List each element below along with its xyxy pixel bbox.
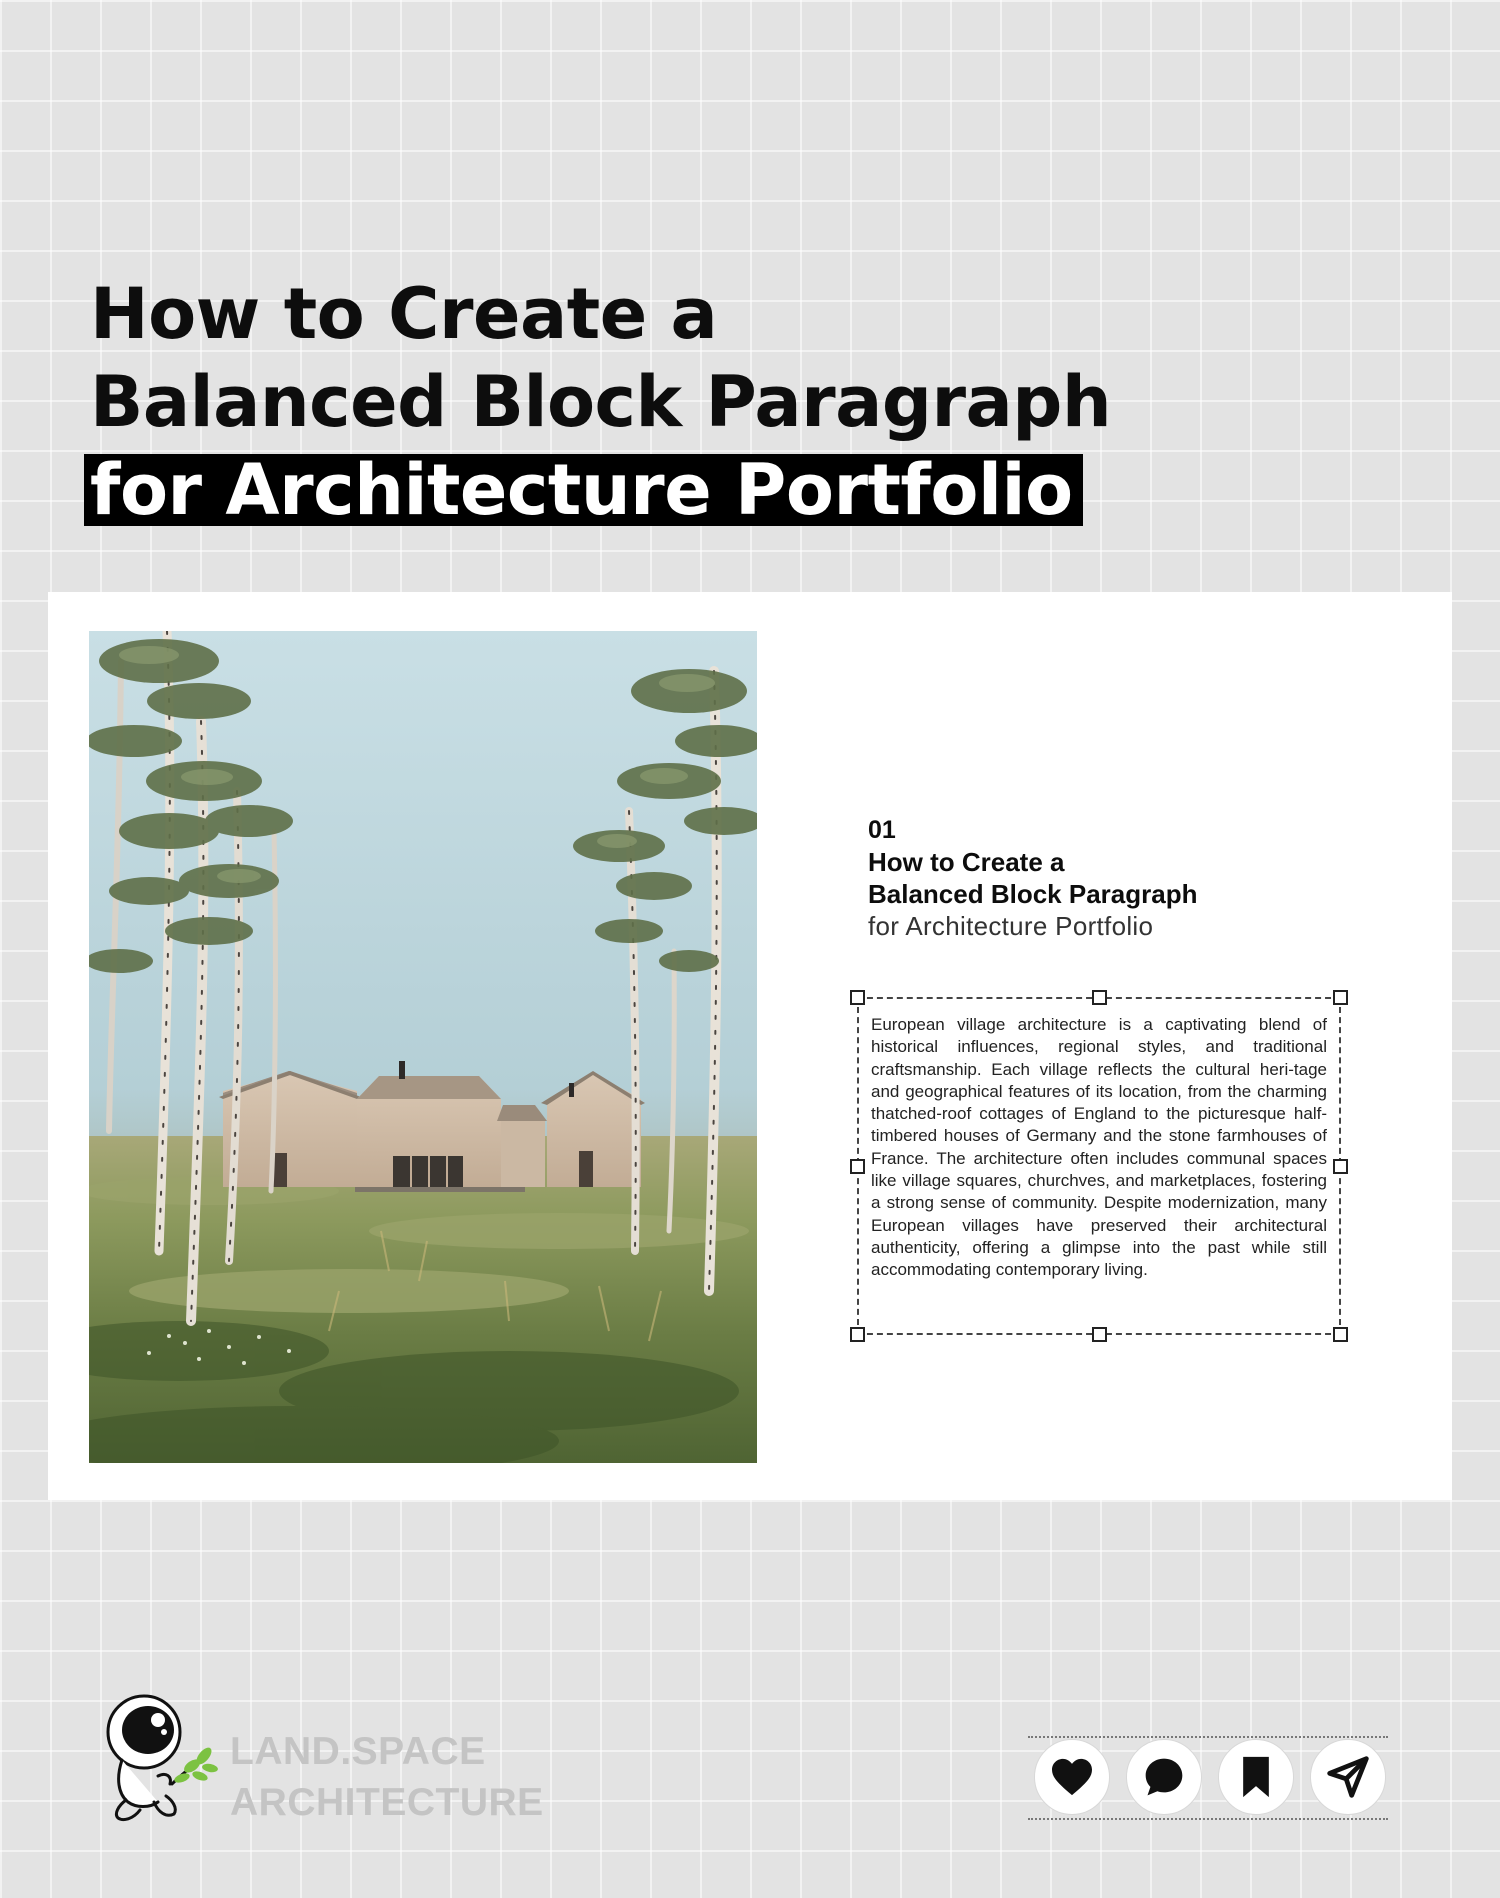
brand-line-2: ARCHITECTURE xyxy=(230,1781,544,1824)
headline-line-3-highlighted: for Architecture Portfolio xyxy=(84,454,1083,526)
heart-icon xyxy=(1050,1757,1094,1797)
like-button[interactable] xyxy=(1034,1739,1110,1815)
text-column xyxy=(868,814,1348,942)
subtitle-line-1: How to Create a xyxy=(868,847,1065,877)
resize-handle-bottom-center[interactable] xyxy=(1092,1327,1107,1342)
subtitle-line-2: Balanced Block Paragraph xyxy=(868,879,1198,909)
social-actions xyxy=(1028,1736,1388,1820)
resize-handle-top-right[interactable] xyxy=(1333,990,1348,1005)
actions-top-rule xyxy=(1028,1736,1388,1738)
resize-handle-middle-left[interactable] xyxy=(850,1159,865,1174)
page-headline xyxy=(90,270,1112,531)
architecture-photo xyxy=(89,631,757,1463)
comment-button[interactable] xyxy=(1126,1739,1202,1815)
subtitle-line-3: for Architecture Portfolio xyxy=(868,911,1154,941)
headline-line-2: Balanced Block Paragraph xyxy=(90,361,1112,443)
headline-line-1: How to Create a xyxy=(90,273,718,355)
text-box-selection[interactable] xyxy=(857,997,1341,1335)
resize-handle-top-left[interactable] xyxy=(850,990,865,1005)
bookmark-button[interactable] xyxy=(1218,1739,1294,1815)
portfolio-page-card xyxy=(48,592,1452,1500)
bookmark-icon xyxy=(1239,1755,1273,1799)
resize-handle-bottom-left[interactable] xyxy=(850,1327,865,1342)
resize-handle-bottom-right[interactable] xyxy=(1333,1327,1348,1342)
brand-line-1: LAND.SPACE xyxy=(230,1730,486,1773)
resize-handle-top-center[interactable] xyxy=(1092,990,1107,1005)
actions-bottom-rule xyxy=(1028,1818,1388,1820)
resize-handle-middle-right[interactable] xyxy=(1333,1159,1348,1174)
section-number: 01 xyxy=(868,816,896,844)
astronaut-with-plant-icon xyxy=(96,1690,246,1830)
send-icon xyxy=(1326,1755,1370,1799)
comment-icon xyxy=(1142,1755,1186,1799)
brand-wordmark xyxy=(230,1726,544,1828)
share-button[interactable] xyxy=(1310,1739,1386,1815)
brand-logo xyxy=(96,1690,544,1830)
block-paragraph: European village architecture is a captivating blend of historical influences, regional styles, and traditional craftsmanship. Each village reflects the cultural heri-tage and geographical features of its location, from the charming thatched-roof cottages of England to the picturesque half-timbered houses of Germany and the stone farmhouses of France. The architecture often includes communal spaces like village squares, churchves, and marketplaces, fostering a strong sense of community. Despite modernization, many European villages have preserved their architectural authenticity, offering a glimpse into the past while still accommodating contemporary living. xyxy=(871,1015,1327,1280)
